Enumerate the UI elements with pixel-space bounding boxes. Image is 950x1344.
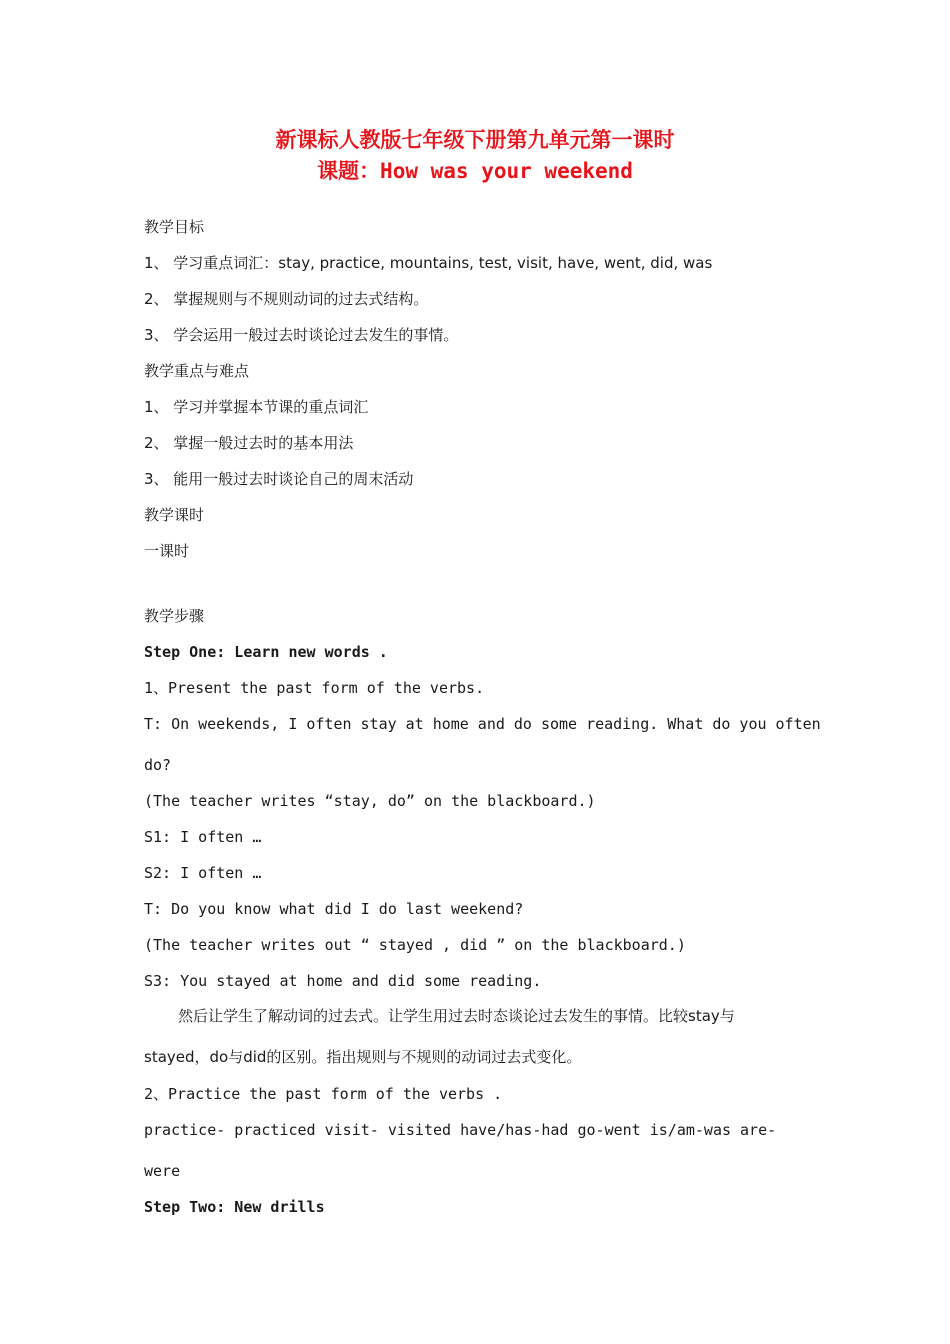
objective-item-2: 2、 掌握规则与不规则动词的过去式结构。 [144,290,429,308]
period-value: 一课时 [144,542,190,560]
verb-list: practice- practiced visit- visited have/has-had go-went is/am-was are- [144,1121,777,1139]
student-line-2: S2: I often … [144,864,262,882]
teacher-line-1-continued: do? [144,756,172,774]
keypoint-item-3: 3、 能用一般过去时谈论自己的周末活动 [144,470,414,488]
student-line-3: S3: You stayed at home and did some reading. [144,972,542,990]
teacher-line-1: T: On weekends, I often stay at home and do some reading. What do you often [144,715,821,733]
objective-item-1: 1、 学习重点词汇：stay, practice, mountains, test, visit, have, went, did, was [144,254,713,272]
lesson-subtitle: 课题：How was your weekend [317,159,633,183]
step-two-heading: Step Two: New drills [144,1198,325,1216]
teacher-note-2: (The teacher writes out “ stayed , did ” on the blackboard.) [144,936,686,954]
teacher-note-1: (The teacher writes “stay, do” on the blackboard.) [144,792,596,810]
explanation-paragraph: 然后让学生了解动词的过去式。让学生用过去时态谈论过去发生的事情。比较stay与 [178,1007,735,1025]
document-title: 新课标人教版七年级下册第九单元第一课时 [275,128,675,152]
student-line-1: S1: I often … [144,828,262,846]
keypoint-item-2: 2、 掌握一般过去时的基本用法 [144,434,354,452]
keypoint-item-1: 1、 学习并掌握本节课的重点词汇 [144,398,369,416]
objectives-heading: 教学目标 [144,218,205,236]
teacher-line-2: T: Do you know what did I do last weekend? [144,900,524,918]
explanation-paragraph-continued: stayed，do与did的区别。指出规则与不规则的动词过去式变化。 [144,1048,582,1066]
step-item-2: 2、Practice the past form of the verbs . [144,1085,503,1103]
steps-heading: 教学步骤 [144,607,205,625]
step-item-1: 1、Present the past form of the verbs. [144,679,485,697]
verb-list-continued: were [144,1162,181,1180]
period-heading: 教学课时 [144,506,205,524]
step-one-heading: Step One: Learn new words . [144,643,388,661]
objective-item-3: 3、 学会运用一般过去时谈论过去发生的事情。 [144,326,459,344]
keypoints-heading: 教学重点与难点 [144,362,250,380]
